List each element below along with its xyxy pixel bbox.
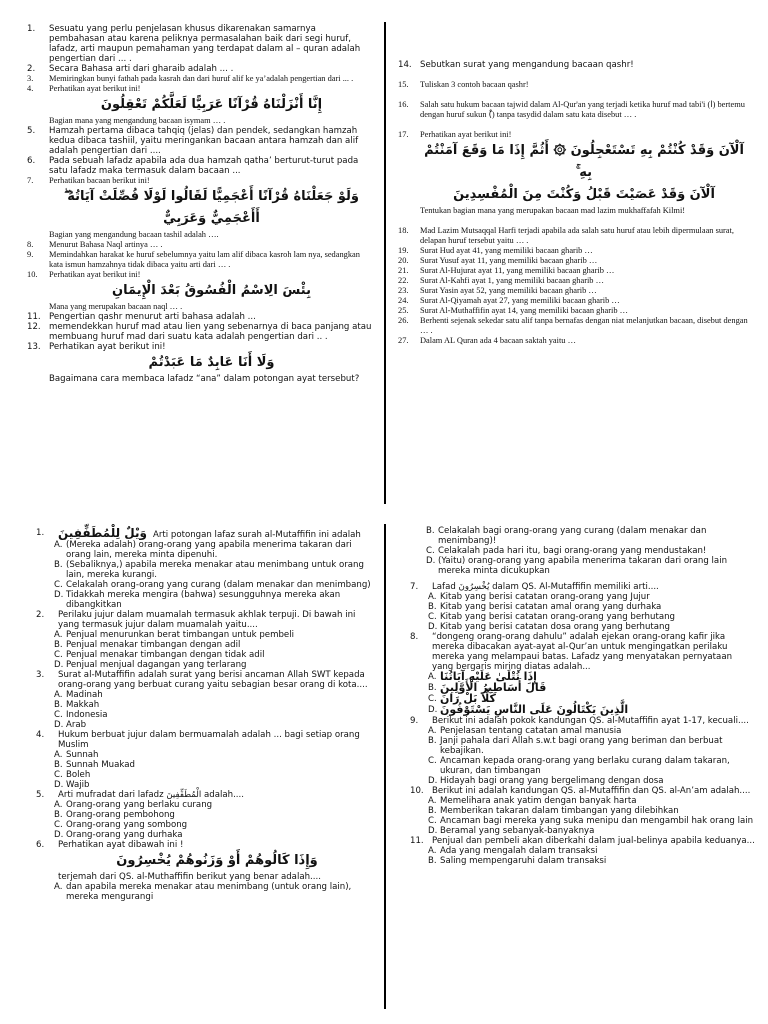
question-text: Pada sebuah lafadz apabila ada dua hamzah qatha’ berturut-turut pada satu lafadz maka termasuk dalam bacaan ... <box>49 156 359 176</box>
option-text: Penjual menakar timbangan dengan adil <box>66 640 241 650</box>
option-text: (Yaitu) orang-orang yang apabila menerima takaran dari orang lain mereka minta dicukupkan <box>438 556 728 576</box>
question-number: 15. <box>398 80 409 89</box>
question-text: Menurut Bahasa Naql artinya … . <box>49 240 163 249</box>
answer-option <box>54 750 376 760</box>
option-text: Penjual menurunkan berat timbangan untuk pembeli <box>66 630 294 640</box>
arabic-verse: بِئْسَ الِاسْمُ الْفُسُوقُ بَعْدَ الْإِيمَانِ <box>112 283 311 298</box>
bottom-left-question-2 <box>36 610 376 670</box>
question-number: 8. <box>410 632 419 642</box>
answer-option <box>54 720 376 730</box>
option-text: Ancaman bagi mereka yang suka menipu dan mengambil hak orang lain <box>440 816 754 826</box>
answer-option <box>428 816 755 826</box>
top-column-divider <box>384 22 386 504</box>
option-text: Penjelasan tentang catatan amal manusia <box>440 726 622 736</box>
answer-option <box>428 826 755 836</box>
answer-option <box>426 526 755 546</box>
option-text: Beramal yang sebanyak-banyaknya <box>440 826 595 836</box>
question-number: 17. <box>398 130 409 139</box>
question-followup: Bagian yang mengandung bacaan tashil adalah …. <box>49 230 219 239</box>
answer-option <box>54 830 376 840</box>
question-number: 1. <box>27 24 36 34</box>
option-letter: B. <box>54 640 63 650</box>
answer-option <box>428 776 755 786</box>
option-letter: D. <box>426 556 436 566</box>
answer-option <box>54 810 376 820</box>
arabic-verse: إِنَّا أَنْزَلْنَاهُ قُرْآنًا عَرَبِيًّا لَعَلَّكُمْ تَعْقِلُونَ <box>100 97 323 112</box>
option-letter: C. <box>428 612 437 622</box>
option-text: Saling mempengaruhi dalam transaksi <box>440 856 607 866</box>
option-letter: A. <box>54 540 63 550</box>
answer-option <box>428 756 755 776</box>
option-letter: B. <box>428 683 437 693</box>
answer-options <box>428 726 755 786</box>
option-text: Arab <box>66 720 87 730</box>
top-left-question-9 <box>27 250 374 270</box>
option-text: Orang-orang yang sombong <box>66 820 188 830</box>
top-right-question-14 <box>398 336 748 346</box>
question-number: 5. <box>27 126 36 136</box>
question-text: Arti mufradat dari lafadz الْمُطَفِّفِينَ adalah.... <box>58 790 244 800</box>
option-letter: D. <box>428 705 438 715</box>
answer-option <box>54 650 376 660</box>
option-text: Hidayah bagi orang yang bergelimang dengan dosa <box>440 776 664 786</box>
option-letter: A. <box>428 672 437 682</box>
question-text: Berikut ini adalah kandungan QS. al-Mutaffifin dan QS. al-An’am adalah.... <box>432 786 751 796</box>
option-letter: A. <box>54 630 63 640</box>
option-text: Kitab yang berisi catatan amal orang yang durhaka <box>440 602 662 612</box>
bottom-right-question-3 <box>410 716 755 786</box>
option-letter: C. <box>428 816 437 826</box>
question-text: Surat Al-Qiyamah ayat 27, yang memiliki bacaan gharib … <box>420 296 620 305</box>
question-text: Perhatikan ayat dibawah ini ! <box>58 840 184 850</box>
question-text: Perhatikan ayat berikut ini! <box>49 270 141 279</box>
question-number: 13. <box>27 342 41 352</box>
question-number: 6. <box>36 840 45 850</box>
option-text: Penjual menakar timbangan dengan tidak adil <box>66 650 265 660</box>
option-text: Ada yang mengalah dalam transaksi <box>440 846 598 856</box>
option-letter: C. <box>54 820 63 830</box>
question-text: Salah satu hukum bacaan tajwid dalam Al-Qur'an yang terjadi ketika huruf mad tabi'i (ا) bertemu dengan huruf sukun (ْ) tanpa tasydid dalam satu kata disebut … . <box>420 100 745 119</box>
question-number: 9. <box>27 250 34 259</box>
option-letter: C. <box>54 650 63 660</box>
bottom-left-question-1 <box>36 528 376 610</box>
answer-option <box>54 800 376 810</box>
question-number: 3. <box>27 74 34 83</box>
option-text: Celakalah orang-orang yang curang (dalam menakar dan menimbang) <box>66 580 371 590</box>
option-letter: B. <box>426 526 435 536</box>
question-text: Pengertian qashr menurut arti bahasa adalah ... <box>49 312 256 322</box>
answer-options <box>54 800 376 840</box>
question-number: 10. <box>410 786 424 796</box>
option-text: Celakalah bagi orang-orang yang curang (dalam menakar dan menimbang)! <box>438 526 707 546</box>
answer-option <box>428 736 755 756</box>
option-text: Memberikan takaran dalam timbangan yang dilebihkan <box>440 806 679 816</box>
top-right-question-2 <box>398 80 748 90</box>
answer-option <box>54 690 376 700</box>
answer-option <box>54 770 376 780</box>
question-number: 23. <box>398 286 409 295</box>
question-text: Hukum berbuat jujur dalam bermuamalah adalah ... bagi setiap orang Muslim <box>58 730 360 750</box>
arabic-verse: وَإِذَا كَالُوهُمْ أَوْ وَزَنُوهُمْ يُخْسِرُونَ <box>116 853 318 868</box>
arabic-verse: آلْآنَ وَقَدْ عَصَيْتَ قَبْلُ وَكُنْتَ مِنَ الْمُفْسِدِينَ <box>453 187 715 202</box>
option-letter: B. <box>428 602 437 612</box>
option-text: Sunnah <box>66 750 99 760</box>
question-followup: terjemah dari QS. al-Muthaffifin berikut yang benar adalah.... <box>58 872 321 882</box>
question-text: Hamzah pertama dibaca tahqiq (jelas) dan pendek, sedangkan hamzah kedua dibaca tashiil, yaitu meringankan bacaan antara hamzah dan alif adalah pengertian dari .... <box>49 126 359 156</box>
top-left-question-7 <box>27 176 374 240</box>
answer-option <box>54 882 376 902</box>
question-text: Surat Yasin ayat 52, yang memiliki bacaan gharib … <box>420 286 597 295</box>
answer-option <box>428 726 755 736</box>
option-letter: B. <box>54 700 63 710</box>
question-text: Perilaku jujur dalam muamalah termasuk akhlak terpuji. Di bawah ini yang termasuk jujur dalam muamalah yaitu.... <box>58 610 356 630</box>
option-letter: C. <box>54 710 63 720</box>
bottom-left-question-4 <box>36 730 376 790</box>
question-number: 5. <box>36 790 45 800</box>
question-text: Surat Al-Kahfi ayat 1, yang memiliki bacaan gharib … <box>420 276 604 285</box>
answer-options <box>428 796 755 836</box>
answer-options <box>54 750 376 790</box>
option-letter: D. <box>428 776 438 786</box>
top-left-question-13 <box>27 342 374 384</box>
option-letter: C. <box>54 580 63 590</box>
bottom-right-question-2 <box>410 632 755 716</box>
answer-option <box>428 622 755 632</box>
continued-options <box>410 526 755 576</box>
question-number: 27. <box>398 336 409 345</box>
option-text: Kitab yang berisi catatan dosa orang yang berhutang <box>440 622 670 632</box>
answer-option <box>428 856 755 866</box>
arabic-verse: آلْآنَ وَقَدْ كُنْتُمْ بِهِ تَسْتَعْجِلُونَ ۞ أَثُمَّ إِذَا مَا وَقَعَ آمَنْتُمْ بِهِ ۚ <box>424 143 744 180</box>
answer-option <box>54 710 376 720</box>
bottom-right-question-4 <box>410 786 755 836</box>
bottom-right-question-5 <box>410 836 755 866</box>
question-number: 10. <box>27 270 38 279</box>
option-text: Orang-orang pembohong <box>66 810 175 820</box>
question-text: Memindahkan harakat ke huruf sebelumnya yaitu lam alif dibaca kasroh lam nya, sedangkan kata ismun hamzahnya tidak dibaca yaitu arti dari … . <box>49 250 360 269</box>
question-number: 26. <box>398 316 409 325</box>
option-text: Wajib <box>66 780 90 790</box>
option-text: Sunnah Muakad <box>66 760 135 770</box>
option-text: Janji pahala dari Allah s.w.t bagi orang yang beriman dan berbuat kebajikan. <box>440 736 723 756</box>
answer-option <box>54 640 376 650</box>
question-number: 7. <box>410 582 419 592</box>
answer-option <box>426 556 755 576</box>
bottom-right-question-1 <box>410 582 755 632</box>
option-text: Makkah <box>66 700 100 710</box>
option-letter: D. <box>54 720 64 730</box>
question-number: 24. <box>398 296 409 305</box>
option-text: Memelihara anak yatim dengan banyak harta <box>440 796 637 806</box>
question-text: Perhatikan ayat berikut ini! <box>49 342 166 352</box>
option-text: Ancaman kepada orang-orang yang berlaku curang dalam takaran, ukuran, dan timbangan <box>440 756 730 776</box>
question-text: “dongeng orang-orang dahulu” adalah ejekan orang-orang kafir jika mereka dibacakan ayat-ayat al-Qur’an untuk mengingatkan perilaku mereka yang melampaui batas. Lafadz yang menyatakan pernyataan yang bergaris miring diatas adalah... <box>432 632 733 672</box>
question-text: Berhenti sejenak sekedar satu alif tanpa bernafas dengan niat melanjutkan bacaan, disebut dengan … . <box>420 316 748 335</box>
answer-options <box>428 846 755 866</box>
option-text: Penjual menjual dagangan yang terlarang <box>66 660 247 670</box>
question-followup: Bagaimana cara membaca lafadz “ana” dalam potongan ayat tersebut? <box>49 374 360 384</box>
bottom-left-question-3 <box>36 670 376 730</box>
arabic-verse: وَلَوْ جَعَلْنَاهُ قُرْآنًا أَعْجَمِيًّا لَقَالُوا لَوْلَا فُصِّلَتْ آيَاتُهُ ۖ أَأَعْجَمِيٌّ وَعَرَبِيٌّ <box>63 189 360 226</box>
question-text: Sebutkan surat yang mengandung bacaan qashr! <box>420 60 634 70</box>
question-followup: Tentukan bagian mana yang merupakan bacaan mad lazim mukhaffafah Kilmi! <box>420 206 686 215</box>
answer-options <box>54 882 376 902</box>
option-letter: D. <box>428 826 438 836</box>
answer-option <box>54 700 376 710</box>
option-letter: B. <box>54 810 63 820</box>
answer-option <box>54 590 376 610</box>
option-text: Tidakkah mereka mengira (bahwa) sesungguhnya mereka akan dibangkitkan <box>66 590 341 610</box>
top-left-column <box>27 24 374 384</box>
answer-options <box>54 540 376 610</box>
question-number: 1. <box>36 528 45 538</box>
top-right-question-3 <box>398 100 748 120</box>
question-number: 16. <box>398 100 409 109</box>
answer-option <box>428 846 755 856</box>
top-right-question-4 <box>398 130 748 216</box>
option-letter: A. <box>428 796 437 806</box>
option-text: إِذَا تُتْلَىٰ عَلَيْهِ آيَاتُنَا <box>440 670 537 683</box>
option-text: الَّذِينَ يَكْتَالُونَ عَلَى النَّاسِ يَسْتَوْفُونَ <box>440 703 629 716</box>
option-letter: D. <box>54 590 64 600</box>
top-right-question-5 <box>398 226 748 246</box>
top-left-question-3 <box>27 74 374 84</box>
answer-option <box>54 560 376 580</box>
question-number: 2. <box>36 610 45 620</box>
question-followup: Bagian mana yang mengandung bacaan isymam … . <box>49 116 226 125</box>
option-letter: C. <box>426 546 435 556</box>
option-letter: C. <box>54 770 63 780</box>
top-right-question-6 <box>398 246 748 256</box>
question-number: 14. <box>398 60 412 70</box>
bottom-left-question-6 <box>36 840 376 902</box>
top-right-question-1 <box>398 60 748 70</box>
answer-option <box>54 580 376 590</box>
question-number: 22. <box>398 276 409 285</box>
top-left-question-6 <box>27 156 374 176</box>
top-left-question-2 <box>27 64 374 74</box>
question-text: Surat Al-Muthaffifin ayat 14, yang memiliki bacaan gharib … <box>420 306 629 315</box>
option-text: Boleh <box>66 770 91 780</box>
question-number: 6. <box>27 156 36 166</box>
answer-option <box>54 660 376 670</box>
option-text: Madinah <box>66 690 103 700</box>
option-text: Kitab yang berisi catatan orang-orang yang berhutang <box>440 612 675 622</box>
question-number: 11. <box>410 836 424 846</box>
top-left-question-10 <box>27 270 374 312</box>
option-letter: C. <box>428 694 437 704</box>
question-text: Perhatikan ayat berikut ini! <box>420 130 512 139</box>
option-text: dan apabila mereka menakar atau menimbang (untuk orang lain), mereka mengurangi <box>66 882 352 902</box>
option-text: Kitab yang berisi catatan orang-orang yang Jujur <box>440 592 650 602</box>
top-left-question-1 <box>27 24 374 64</box>
question-number: 4. <box>27 84 34 93</box>
answer-option <box>54 760 376 770</box>
question-number: 21. <box>398 266 409 275</box>
answer-options <box>54 630 376 670</box>
answer-option <box>426 546 755 556</box>
bottom-right-column <box>410 526 755 866</box>
bottom-column-divider <box>384 524 386 1009</box>
answer-options <box>428 592 755 632</box>
question-text: Surat Al-Hujurat ayat 11, yang memiliki bacaan gharib … <box>420 266 615 275</box>
question-text: Perhatikan bacaan berikut ini! <box>49 176 150 185</box>
option-letter: A. <box>54 800 63 810</box>
question-number: 7. <box>27 176 34 185</box>
top-left-question-8 <box>27 240 374 250</box>
top-right-question-8 <box>398 266 748 276</box>
question-number: 25. <box>398 306 409 315</box>
option-letter: C. <box>428 756 437 766</box>
question-text: Sesuatu yang perlu penjelasan khusus dikarenakan samarnya pembahasan atau karena peliknya permasalahan baik dari segi huruf, lafadz, arti maupun pemahaman yang terdapat dalam al – quran adalah pengertian dari ... . <box>49 24 361 64</box>
answer-option <box>428 705 755 716</box>
question-number: 3. <box>36 670 45 680</box>
question-number: 19. <box>398 246 409 255</box>
question-number: 12. <box>27 322 41 332</box>
question-text: Arti potongan lafaz surah al-Mutaffifin ini adalah <box>152 530 361 540</box>
question-text: Surat Hud ayat 41, yang memiliki bacaan gharib … <box>420 246 593 255</box>
option-letter: A. <box>54 882 63 892</box>
option-letter: B. <box>54 560 63 570</box>
option-letter: B. <box>428 806 437 816</box>
question-number: 9. <box>410 716 419 726</box>
question-number: 11. <box>27 312 41 322</box>
option-text: Orang-orang yang berlaku curang <box>66 800 213 810</box>
question-text: Lafad يُخْسِرُونَ dalam QS. Al-Mutaffifin memiliki arti.... <box>432 582 659 592</box>
question-text: Berikut ini adalah pokok kandungan QS. al-Mutaffifin ayat 1-17, kecuali.... <box>432 716 749 726</box>
arabic-inline: وَيْلٌ لِلْمُطَفِّفِينَ <box>58 526 147 540</box>
option-text: Indonesia <box>66 710 108 720</box>
option-letter: D. <box>54 660 64 670</box>
top-right-question-9 <box>398 276 748 286</box>
question-number: 20. <box>398 256 409 265</box>
option-text: (Mereka adalah) orang-orang yang apabila menerima takaran dari orang lain, mereka minta dipenuhi. <box>66 540 352 560</box>
option-letter: A. <box>428 726 437 736</box>
question-text: Tuliskan 3 contoh bacaan qashr! <box>420 80 529 89</box>
option-text: كَلَّا بَلْ رَانَ <box>440 692 496 705</box>
top-right-question-11 <box>398 296 748 306</box>
question-followup: Mana yang merupakan bacaan naql … . <box>49 302 183 311</box>
top-left-question-5 <box>27 126 374 156</box>
answer-options <box>54 690 376 730</box>
answer-option <box>428 602 755 612</box>
question-number: 4. <box>36 730 45 740</box>
answer-option <box>54 820 376 830</box>
bottom-left-column <box>36 528 376 902</box>
question-text: Surat al-Mutaffifin adalah surat yang berisi ancaman Allah SWT kepada orang-orang yang berbuat curang yaitu sebagian besar orang di kota.... <box>58 670 368 690</box>
top-left-question-4 <box>27 84 374 126</box>
answer-option <box>54 630 376 640</box>
question-number: 2. <box>27 64 36 74</box>
top-right-column <box>398 60 748 346</box>
answer-option <box>54 540 376 560</box>
option-letter: A. <box>428 846 437 856</box>
question-text: Perhatikan ayat berikut ini! <box>49 84 141 93</box>
answer-option <box>428 806 755 816</box>
option-letter: A. <box>54 750 63 760</box>
top-right-question-13 <box>398 316 748 336</box>
question-number: 8. <box>27 240 34 249</box>
question-text: Mad Lazim Mutsaqqal Harfi terjadi apabila ada salah satu huruf atau lebih dipermulaan surat, delapan huruf tersebut yaitu … . <box>420 226 734 245</box>
option-text: (Sebaliknya,) apabila mereka menakar atau menimbang untuk orang lain, mereka kurangi. <box>66 560 364 580</box>
answer-option <box>428 612 755 622</box>
question-text: Penjual dan pembeli akan diberkahi dalam jual-belinya apabila keduanya... <box>432 836 755 846</box>
option-letter: D. <box>428 622 438 632</box>
option-letter: B. <box>428 856 437 866</box>
question-number: 18. <box>398 226 409 235</box>
option-text: Celakalah pada hari itu, bagi orang-orang yang mendustakan! <box>438 546 707 556</box>
option-letter: D. <box>54 830 64 840</box>
option-text: قَالَ أَسَاطِيرُ الْأَوَّلِينَ <box>440 681 547 694</box>
option-text: Orang-orang yang durhaka <box>66 830 183 840</box>
answer-option <box>428 592 755 602</box>
question-text: Secara Bahasa arti dari gharaib adalah ... . <box>49 64 234 74</box>
top-right-question-7 <box>398 256 748 266</box>
question-text: Memiringkan bunyi fathah pada kasrah dan dari huruf alif ke ya’adalah pengertian dari ... . <box>49 74 354 83</box>
answer-options <box>428 672 755 716</box>
option-letter: A. <box>54 690 63 700</box>
answer-option <box>54 780 376 790</box>
question-text: memendekkan huruf mad atau lien yang sebenarnya di baca panjang atau membuang huruf mad dari suatu kata adalah pengertian dari .. . <box>49 322 372 342</box>
option-letter: D. <box>54 780 64 790</box>
option-letter: B. <box>428 736 437 746</box>
question-text: Surat Yusuf ayat 11, yang memiliki bacaan gharib … <box>420 256 598 265</box>
top-left-question-12 <box>27 322 374 342</box>
question-text: Dalam AL Quran ada 4 bacaan saktah yaitu … <box>420 336 576 345</box>
top-left-question-11 <box>27 312 374 322</box>
top-right-question-12 <box>398 306 748 316</box>
answer-option <box>428 796 755 806</box>
top-right-question-10 <box>398 286 748 296</box>
arabic-verse: وَلَا أَنَا عَابِدٌ مَا عَبَدْتُمْ <box>148 355 275 370</box>
option-letter: A. <box>428 592 437 602</box>
option-letter: B. <box>54 760 63 770</box>
bottom-left-question-5 <box>36 790 376 840</box>
